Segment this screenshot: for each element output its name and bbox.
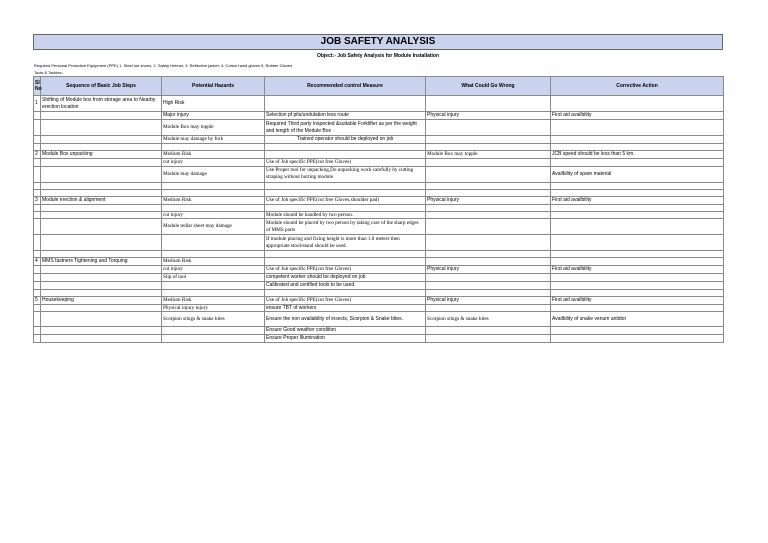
cell-hazard: Module Box may topple	[162, 120, 265, 136]
tools-line: Tools & Tackles:-	[34, 70, 64, 75]
cell-hazard: Scorpion stings & snake bites	[162, 312, 265, 327]
header-steps: Sequence of Basic Job Steps	[41, 77, 162, 96]
table-row	[34, 219, 724, 235]
cell-hazard: cut injury	[162, 158, 265, 166]
cell-sl: 3	[34, 196, 41, 204]
cell-corrective: First aid availbility	[551, 196, 724, 204]
cell-step: MMS fastners Tightening and Torquing	[41, 258, 162, 266]
cell-measure: competent worker should be deployed on job	[265, 273, 426, 281]
table-row	[34, 235, 724, 251]
cell-measure: Module should be handled by two person.	[265, 211, 426, 219]
cell-measure: Calibrated and certified tools to be used.	[265, 281, 426, 289]
cell-hazard: Medium Risk	[162, 296, 265, 304]
cell-hazard: High Risk	[162, 96, 265, 112]
table-row	[34, 281, 724, 289]
header-sl: Sl No	[34, 77, 41, 96]
jsa-sheet	[33, 34, 723, 343]
cell-wrong: Scorpion stings & snake bites	[426, 312, 551, 327]
cell-wrong: Physical injury	[426, 266, 551, 274]
header-wrong: What Could Go Wrong	[426, 77, 551, 96]
table-row	[34, 266, 724, 274]
cell-measure: Required Third party Inspected &suitable Forklifter as per the weight and length of the Module Box	[265, 120, 426, 136]
table-row	[34, 258, 724, 266]
cell-hazard: Medium Risk	[162, 258, 265, 266]
header-measures: Recommended control Measure	[265, 77, 426, 96]
table-row	[34, 96, 724, 112]
sheet-title: JOB SAFETY ANALYSIS	[33, 34, 723, 50]
cell-sl: 1	[34, 96, 41, 112]
cell-hazard: cut injury	[162, 211, 265, 219]
cell-hazard: Module tedlar sheet may damage	[162, 219, 265, 235]
cell-hazard: Physical injury injury	[162, 304, 265, 312]
cell-measure: Use of Job specific PPE(cut free Gloves,shoulder pad)	[265, 196, 426, 204]
table-row	[34, 273, 724, 281]
table-row	[34, 312, 724, 327]
cell-sl: 4	[34, 258, 41, 266]
header-hazards: Potential Hazards	[162, 77, 265, 96]
cell-wrong: Module Box may topple	[426, 151, 551, 159]
cell-measure: Use of Job specific PPE(cut free Gloves)	[265, 158, 426, 166]
cell-wrong: Physical injury	[426, 296, 551, 304]
cell-hazard: Major injury	[162, 112, 265, 120]
table-row	[34, 335, 724, 343]
cell-hazard: Module may damage by fork	[162, 136, 265, 144]
cell-measure: ensure TBT of workers	[265, 304, 426, 312]
table-row	[34, 296, 724, 304]
cell-corrective: JCB speed should be less than 5 km.	[551, 151, 724, 159]
cell-hazard: Slip of tool	[162, 273, 265, 281]
table-row	[34, 120, 724, 136]
cell-hazard: Medium Risk	[162, 196, 265, 204]
cell-measure: Selection pf pits/undulation less route	[265, 112, 426, 120]
object-line: Object:- Job Safety Analysis for Module Installation	[316, 53, 440, 59]
table-row	[34, 158, 724, 166]
cell-hazard: Medium Risk	[162, 151, 265, 159]
cell-wrong: Physical injury	[426, 112, 551, 120]
cell-sl: 5	[34, 296, 41, 304]
cell-step: Module erection & alignment	[41, 196, 162, 204]
cell-measure: Ensure the non availability of insects, Scorpion & Snake bites.	[265, 312, 426, 327]
cell-measure: Use Proper tool for unpacking,Do unpacking work carefully by cutting straping without hurting module	[265, 166, 426, 182]
cell-corrective: First aid availbility	[551, 296, 724, 304]
cell-corrective: Availbility of spare material	[551, 166, 724, 182]
header-row	[34, 77, 724, 96]
table-row	[34, 136, 724, 144]
cell-measure: Use of Job specific PPE(cut free Gloves)	[265, 266, 426, 274]
cell-measure: Ensure Proper Illumination	[265, 335, 426, 343]
cell-measure	[265, 96, 426, 112]
ppe-line: Required Personal Protective Equipment (PPE) 1. Steel toe shoes, 2. Safety Helmet, 3. Reflective jacket, 4. Cotton hand gloves 5. Rubber Gloves	[34, 63, 293, 68]
cell-sl: 2	[34, 151, 41, 159]
cell-step: Housekeeping	[41, 296, 162, 304]
cell-corrective: First aid availbility	[551, 266, 724, 274]
cell-measure: If module placing and fixing height is more than 1.8 meters then appropriate stool/stand should be used.	[265, 235, 426, 251]
cell-corrective: Availbility of snake venum antidot	[551, 312, 724, 327]
cell-measure: Use of Job specific PPE(cut free Gloves)	[265, 296, 426, 304]
table-row	[34, 166, 724, 182]
table-row	[34, 304, 724, 312]
table-row	[34, 112, 724, 120]
cell-measure: Module should be placed by two person by taking care of the sharp edges of MMS parts	[265, 219, 426, 235]
table-row	[34, 211, 724, 219]
table-row	[34, 196, 724, 204]
cell-hazard: Module may damage	[162, 166, 265, 182]
jsa-table	[33, 76, 724, 343]
cell-wrong	[426, 96, 551, 112]
cell-hazard: cut injury	[162, 266, 265, 274]
table-row	[34, 327, 724, 335]
cell-measure: Trained operator should be deployed on job	[265, 136, 426, 144]
cell-corrective: First aid availbility	[551, 112, 724, 120]
cell-step: Shifting of Module box from storage area to Nearby erection location	[41, 96, 162, 112]
header-corrective: Corrective Action	[551, 77, 724, 96]
cell-corrective	[551, 96, 724, 112]
cell-wrong: Physical injury	[426, 196, 551, 204]
cell-measure: Ensure Good weather condition	[265, 327, 426, 335]
cell-step: Module Box unpacking	[41, 151, 162, 159]
table-row	[34, 151, 724, 159]
